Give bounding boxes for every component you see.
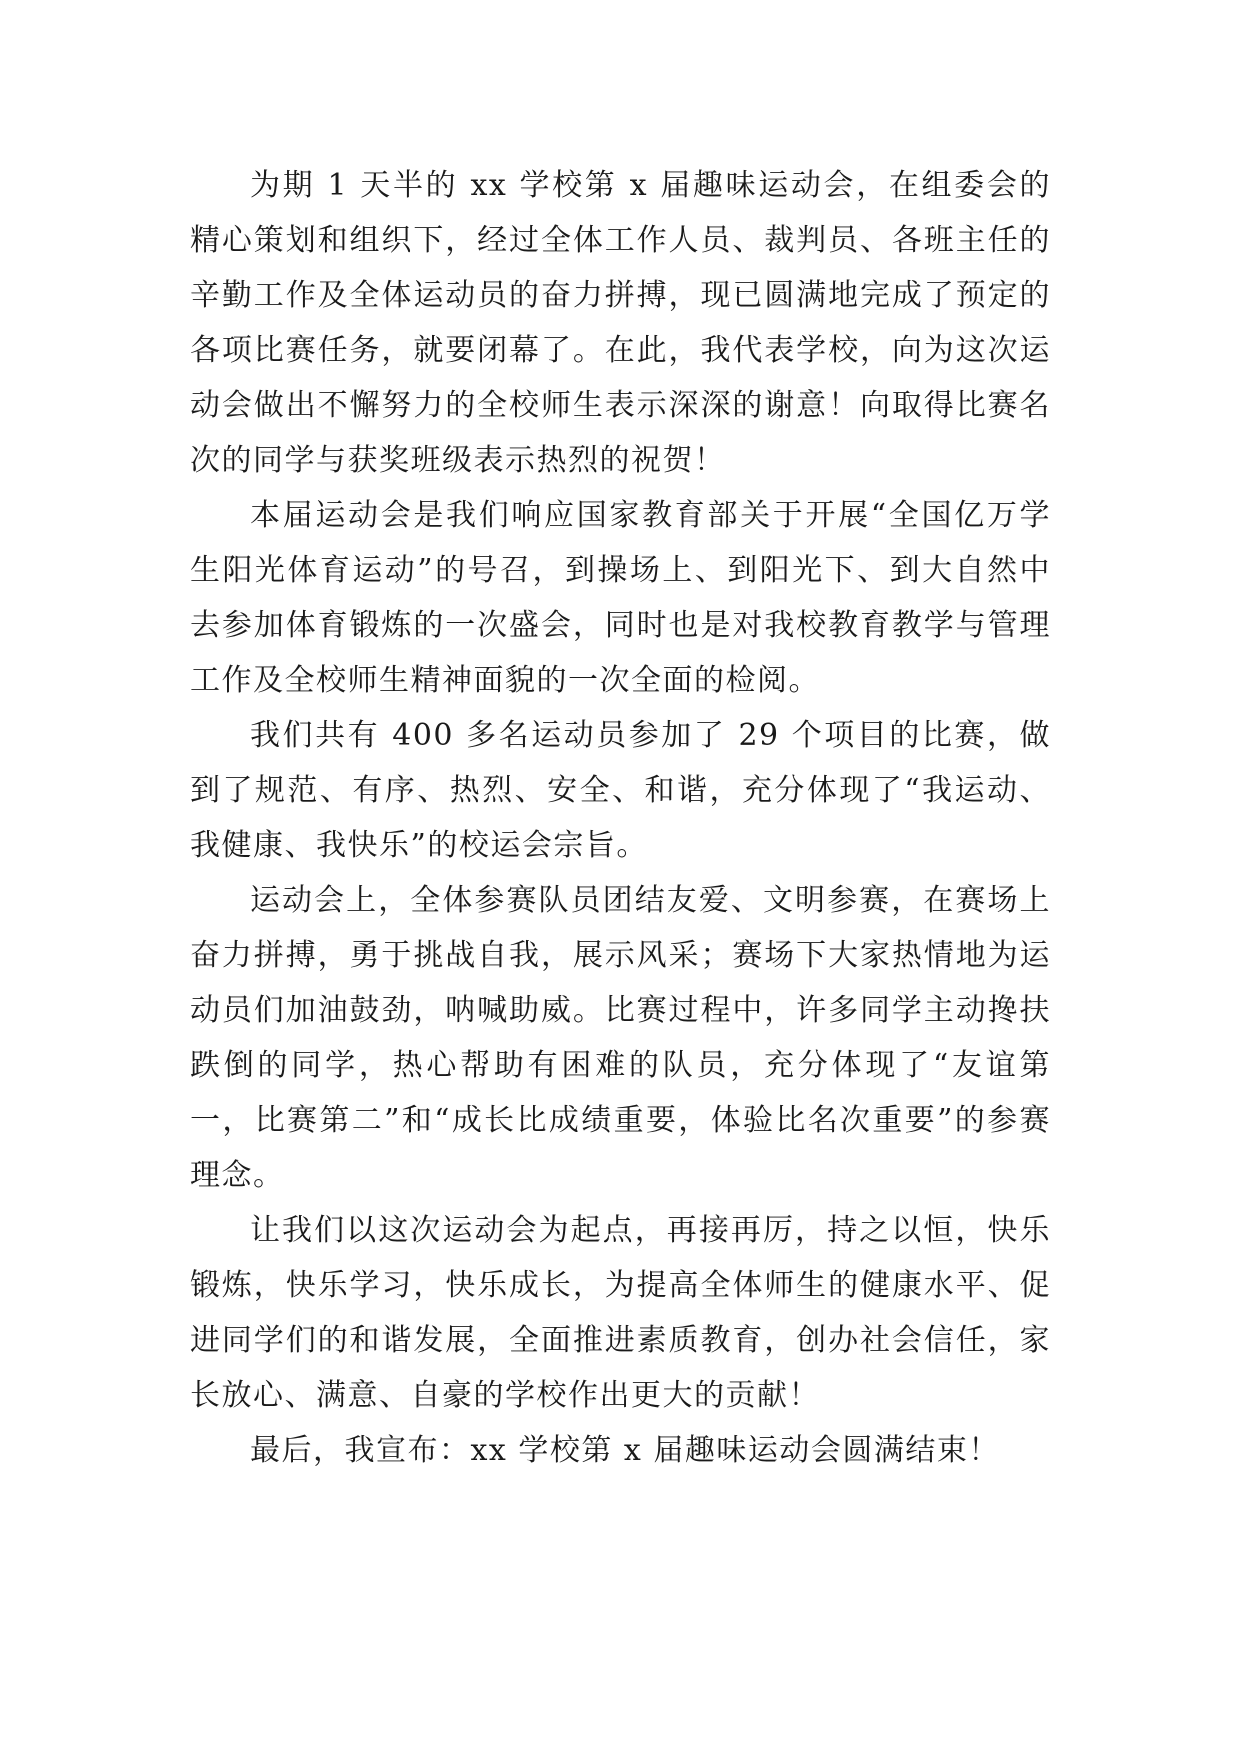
paragraph-sportsmanship: 运动会上，全体参赛队员团结友爱、文明参赛，在赛场上奋力拼搏，勇于挑战自我，展示风采；赛场下大家热情地为运动员们加油鼓劲，呐喊助威。比赛过程中，许多同学主动搀扶跌倒的同学，热心帮助有困难的队员，充分体现了“友谊第一，比赛第二”和“成长比成绩重要，体验比名次重要”的参赛理念。 [190, 883, 1051, 1193]
paragraph-significance: 本届运动会是我们响应国家教育部关于开展“全国亿万学生阳光体育运动”的号召，到操场上、到阳光下、到大自然中去参加体育锻炼的一次盛会，同时也是对我校教育教学与管理工作及全校师生精神面貌的一次全面的检阅。 [190, 498, 1051, 698]
paragraph-opening: 为期 1 天半的 xx 学校第 x 届趣味运动会，在组委会的精心策划和组织下，经过全体工作人员、裁判员、各班主任的辛勤工作及全体运动员的奋力拼搏，现已圆满地完成了预定的各项比赛任务，就要闭幕了。在此，我代表学校，向为这次运动会做出不懈努力的全校师生表示深深的谢意！向取得比赛名次的同学与获奖班级表示热烈的祝贺！ [190, 168, 1051, 478]
paragraph-participation: 我们共有 400 多名运动员参加了 29 个项目的比赛，做到了规范、有序、热烈、安全、和谐，充分体现了“我运动、我健康、我快乐”的校运会宗旨。 [190, 718, 1051, 863]
paragraph-closing: 最后，我宣布：xx 学校第 x 届趣味运动会圆满结束！ [250, 1433, 1000, 1468]
paragraph-outlook: 让我们以这次运动会为起点，再接再厉，持之以恒，快乐锻炼，快乐学习，快乐成长，为提高全体师生的健康水平、促进同学们的和谐发展，全面推进素质教育，创办社会信任，家长放心、满意、自豪的学校作出更大的贡献！ [190, 1213, 1051, 1413]
document-body [190, 158, 1051, 1478]
